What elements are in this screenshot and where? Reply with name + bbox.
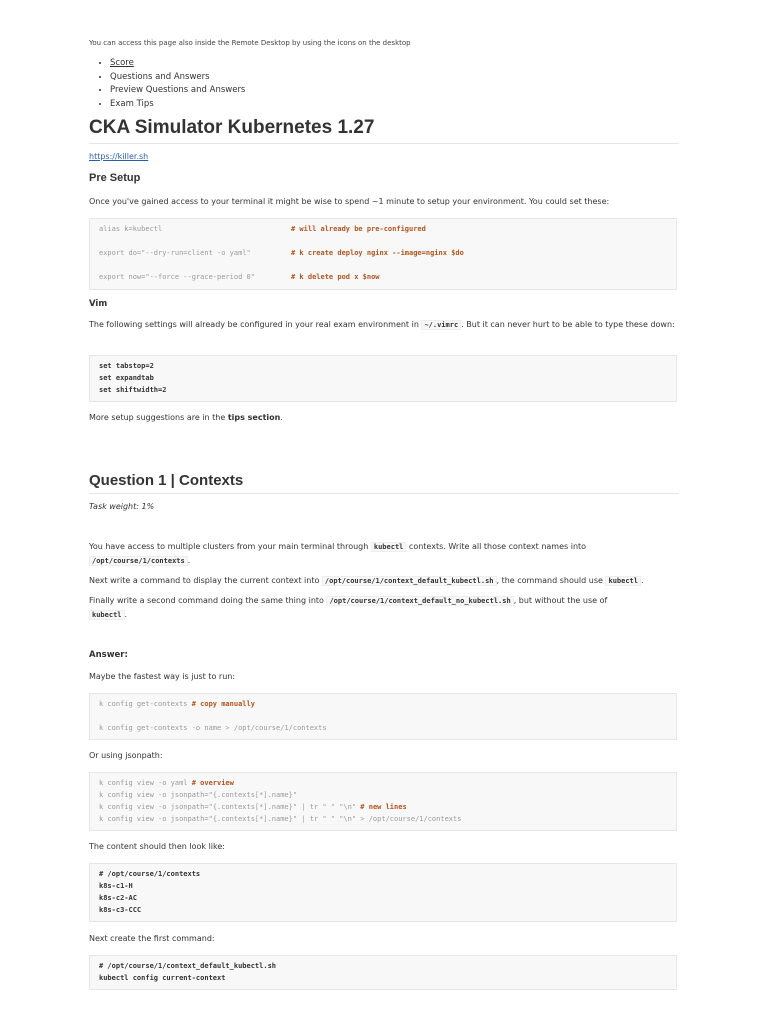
code-line: # /opt/course/1/contexts (99, 870, 201, 878)
vimrc-code: ~/.vimrc (421, 320, 461, 330)
code-line: set shiftwidth=2 (99, 386, 167, 394)
pre-setup-heading: Pre Setup (89, 172, 141, 184)
code-line: kubectl config current-context (99, 974, 226, 982)
code-line: # /opt/course/1/context_default_kubectl.sh (99, 962, 277, 970)
pre-setup-code (89, 218, 677, 290)
nav-item-tips: • Exam Tips (110, 98, 245, 112)
code-line: k config get-contexts -o name > /opt/course/1/contexts (99, 724, 327, 732)
nav-item-score[interactable] (110, 57, 245, 71)
code-line: set tabstop=2 (99, 362, 154, 370)
fastest-text: Maybe the fastest way is just to run: (89, 672, 236, 681)
code-line: k config view -o jsonpath="{.contexts[*].name}" | tr " " "\n" > /opt/course/1/contexts (99, 815, 462, 823)
nav-item-preview: • Preview Questions and Answers (110, 84, 245, 98)
question-1-p2: Next write a command to display the current context into /opt/course/1/context_default_kubectl.sh , the command should use kubectl . (89, 576, 644, 585)
code-line: k config view -o jsonpath="{.contexts[*].name}" | tr " " "\n" # new lines (99, 803, 407, 811)
code-line: export now="--force --grace-period 0" (99, 273, 255, 281)
code-line: alias k=kubectl (99, 225, 163, 233)
question-1-p1: You have access to multiple clusters from your main terminal through kubectl contexts. Write all those context names into /opt/course/1/contexts . (89, 542, 587, 565)
vim-code (89, 355, 677, 402)
code-line: k config view -o yaml # overview (99, 779, 234, 787)
vim-text: The following settings will already be configured in your real exam environment in ~/.vimrc . But it can never hurt to be able to type these down: (89, 320, 675, 329)
code-line: set expandtab (99, 374, 154, 382)
page-nav (96, 57, 245, 111)
code-comment: # will already be pre-configured (291, 225, 426, 233)
content-text: The content should then look like: (89, 842, 225, 851)
more-setup-text: More setup suggestions are in the tips section. (89, 413, 283, 422)
page-title: CKA Simulator Kubernetes 1.27 (89, 117, 679, 144)
task-weight: Task weight: 1% (89, 502, 155, 511)
code-line: k config view -o jsonpath="{.contexts[*].name}" (99, 791, 298, 799)
pre-setup-intro: Once you've gained access to your terminal it might be wise to spend ~1 minute to setup your environment. You could set these: (89, 197, 610, 206)
answer-label: Answer: (89, 650, 128, 660)
code-line: export do="--dry-run=client -o yaml" (99, 249, 251, 257)
code-comment: # k delete pod x $now (291, 273, 380, 281)
first-command-code (89, 955, 677, 990)
jsonpath-text: Or using jsonpath: (89, 751, 163, 760)
question-1-heading: Question 1 | Contexts (89, 472, 679, 494)
contexts-file-code (89, 863, 677, 922)
killer-sh-link[interactable]: https://killer.sh (89, 152, 149, 161)
code-line: k8s-c3-CCC (99, 906, 142, 914)
code-comment: # k create deploy nginx --image=nginx $do (291, 249, 464, 257)
code-line: k config get-contexts # copy manually (99, 700, 255, 708)
vim-heading: Vim (89, 299, 108, 309)
code-line: k8s-c2-AC (99, 894, 137, 902)
next-text: Next create the first command: (89, 934, 215, 943)
answer-code-2 (89, 772, 677, 831)
code-line: k8s-c1-H (99, 882, 133, 890)
nav-link-score[interactable]: Score (110, 58, 134, 68)
question-1-p3: Finally write a second command doing the same thing into /opt/course/1/context_default_no_kubectl.sh , but without the use of kubectl . (89, 596, 608, 619)
answer-code-1 (89, 693, 677, 740)
top-note: You can access this page also inside the Remote Desktop by using the icons on the desktop (89, 39, 411, 47)
nav-item-questions: • Questions and Answers (110, 71, 245, 85)
